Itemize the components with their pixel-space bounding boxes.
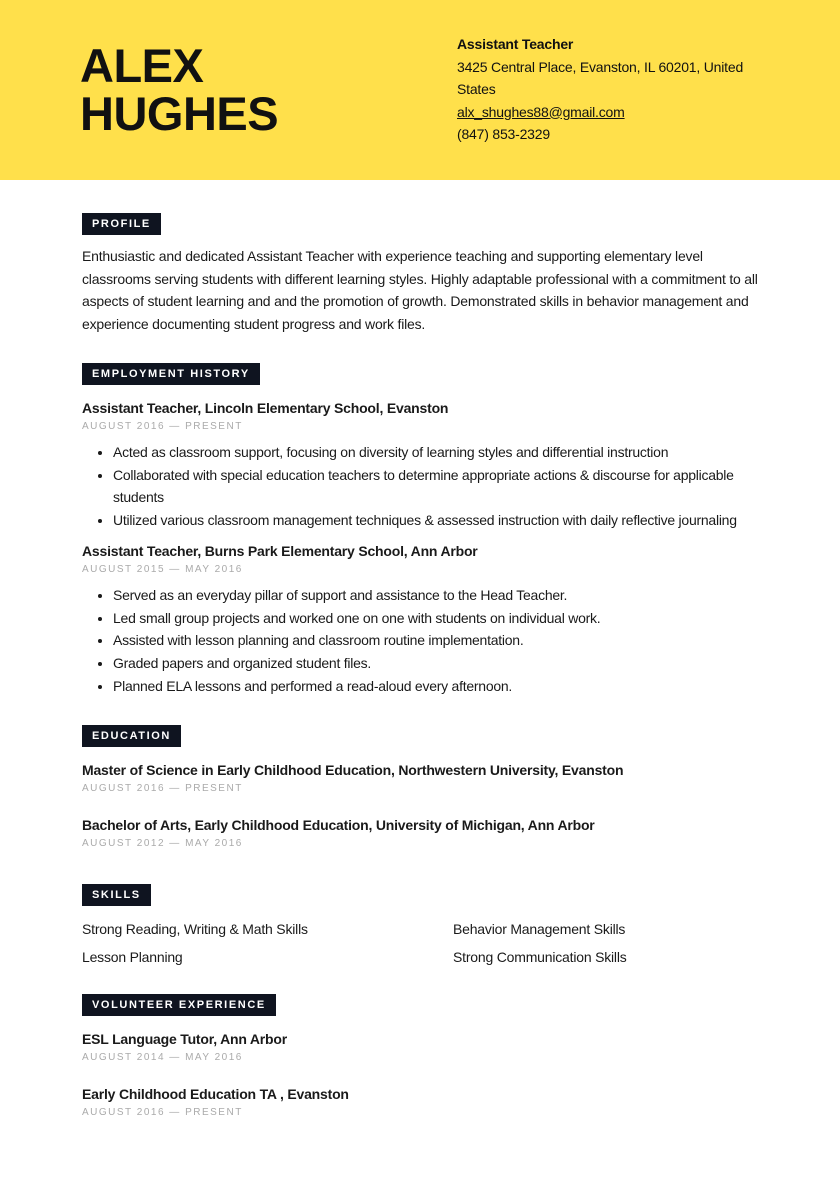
section-label-volunteer: VOLUNTEER EXPERIENCE bbox=[82, 994, 276, 1016]
job-bullets bbox=[82, 584, 764, 698]
bullet: • Graded papers and organized student files. bbox=[113, 652, 764, 675]
volunteer-title: ESL Language Tutor, Ann Arbor bbox=[82, 1031, 287, 1047]
education-entry bbox=[82, 761, 764, 797]
bullet: • Acted as classroom support, focusing on diversity of learning styles and differential instruction bbox=[113, 441, 764, 464]
degree-title: Bachelor of Arts, Early Childhood Education, University of Michigan, Ann Arbor bbox=[82, 817, 595, 833]
employment-section bbox=[82, 363, 764, 697]
skills-list bbox=[82, 920, 764, 966]
volunteer-date: AUGUST 2016 — PRESENT bbox=[82, 1107, 243, 1118]
skills-section bbox=[82, 884, 764, 966]
bullet: • Utilized various classroom management techniques & assessed instruction with daily reflective journaling bbox=[113, 509, 764, 532]
bullet: • Served as an everyday pillar of support and assistance to the Head Teacher. bbox=[113, 584, 764, 607]
skill-item: Strong Communication Skills bbox=[453, 949, 627, 965]
phone: (847) 853-2329 bbox=[457, 126, 550, 142]
email-link[interactable]: alx_shughes88@gmail.com bbox=[457, 103, 625, 120]
profile-section bbox=[82, 213, 764, 336]
resume-header bbox=[0, 0, 840, 180]
contact-info bbox=[457, 33, 767, 146]
skill-item: Lesson Planning bbox=[82, 949, 183, 965]
profile-text: Enthusiastic and dedicated Assistant Teacher with experience teaching and supporting elementary level classrooms serving students with different learning styles. Highly adaptable professional with a commitment to all aspects of student learning and and the promotion of growth. Demonstrated skills in behavior management and experience documenting student progress and work files. bbox=[82, 248, 758, 333]
volunteer-entry bbox=[82, 1030, 764, 1066]
last-name: HUGHES bbox=[80, 87, 279, 140]
bullet: • Collaborated with special education teachers to determine appropriate actions & discourse for applicable students bbox=[113, 464, 764, 509]
bullet: • Assisted with lesson planning and classroom routine implementation. bbox=[113, 629, 764, 652]
bullet: • Led small group projects and worked one on one with students on individual work. bbox=[113, 607, 764, 630]
bullet: • Planned ELA lessons and performed a read-aloud every afternoon. bbox=[113, 675, 764, 698]
job-date: AUGUST 2015 — MAY 2016 bbox=[82, 563, 243, 575]
degree-title: Master of Science in Early Childhood Education, Northwestern University, Evanston bbox=[82, 762, 624, 778]
section-label-employment: EMPLOYMENT HISTORY bbox=[82, 363, 260, 385]
education-date: AUGUST 2016 — PRESENT bbox=[82, 783, 243, 794]
education-date: AUGUST 2012 — MAY 2016 bbox=[82, 838, 243, 849]
volunteer-entry bbox=[82, 1085, 764, 1121]
job-date: AUGUST 2016 — PRESENT bbox=[82, 421, 243, 432]
volunteer-section bbox=[82, 994, 764, 1121]
education-entry bbox=[82, 816, 764, 852]
job-entry bbox=[82, 399, 764, 532]
skill-item: Strong Reading, Writing & Math Skills bbox=[82, 921, 308, 937]
job-entry bbox=[82, 542, 764, 698]
education-section bbox=[82, 725, 764, 852]
volunteer-title: Early Childhood Education TA , Evanston bbox=[82, 1086, 349, 1102]
first-name: ALEX bbox=[80, 39, 204, 92]
job-bullets bbox=[82, 441, 764, 532]
address: 3425 Central Place, Evanston, IL 60201, United States bbox=[457, 58, 744, 97]
job-title: Assistant Teacher, Lincoln Elementary School, Evanston bbox=[82, 400, 449, 416]
job-title: Assistant Teacher bbox=[457, 36, 574, 52]
volunteer-date: AUGUST 2014 — MAY 2016 bbox=[82, 1052, 243, 1063]
section-label-profile: PROFILE bbox=[82, 213, 161, 235]
candidate-name bbox=[80, 39, 279, 140]
section-label-skills: SKILLS bbox=[82, 884, 151, 906]
job-title: Assistant Teacher, Burns Park Elementary School, Ann Arbor bbox=[82, 542, 478, 559]
section-label-education: EDUCATION bbox=[82, 725, 181, 747]
skill-item: Behavior Management Skills bbox=[453, 921, 626, 937]
